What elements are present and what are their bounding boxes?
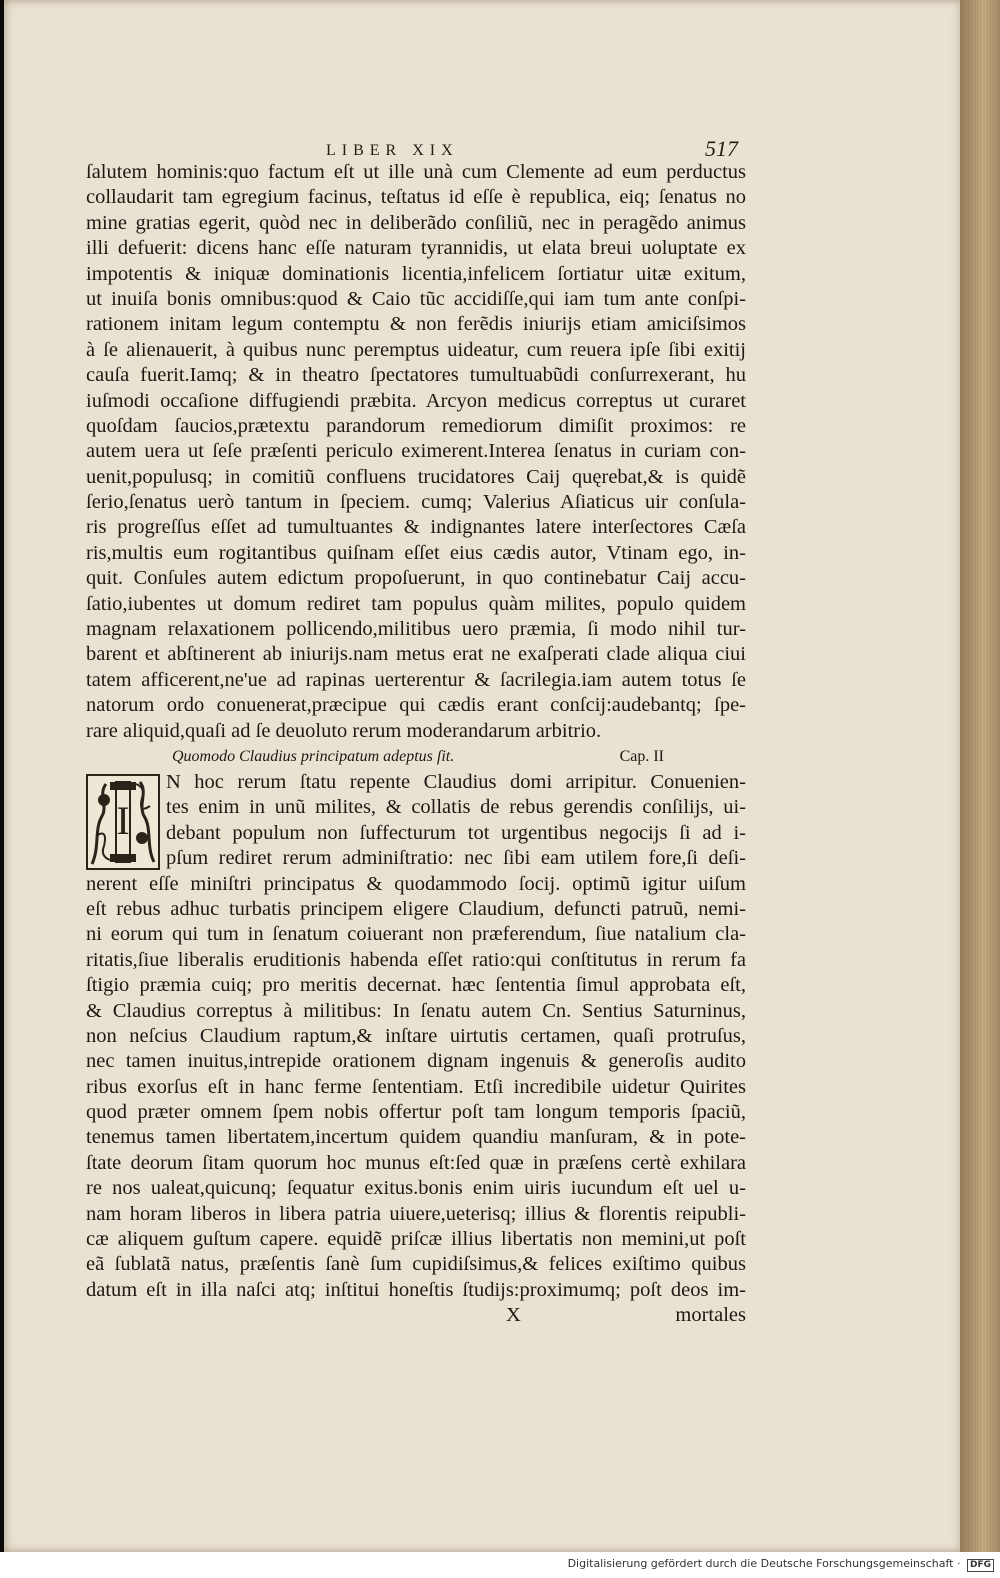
text-line: à ſe alienauerit, à quibus nunc peremptus uideatur, cum reuera ipſe ſibi exitij (86, 338, 746, 361)
text-line: N hoc rerum ſtatu repente Claudius domi arripitur. Conuenien- (166, 770, 746, 793)
text-line: rationem initam legum contemptu & non ferẽdis iniurijs etiam amiciſsimos (86, 313, 746, 336)
text-line: ſtate deorum ſitam quorum hoc munus eſt:ſed quæ in præſens certè exhilara (86, 1151, 746, 1174)
text-line: quoſdam ſaucios,prætextu parandorum remediorum dimiſit proximos: re (86, 414, 746, 437)
text-line: quod præter omnem ſpem nobis offertur poſt tam longum temporis ſpaciũ, (86, 1101, 746, 1124)
text-line: iuſmodi occaſione diffugiendi præbita. Arcyon medicus correptus ut curaret (86, 389, 746, 412)
text-line: collaudarit tam egregium facinus, teſtatus id eſſe è republica, eiq; ſenatus no (86, 186, 746, 209)
text-line: autem uera ut ſeſe præſenti periculo eximerent.Interea ſenatus in curiam con- (86, 440, 746, 463)
text-line: magnam relaxationem pollicendo,militibus uero præmia, ſi modo nihil tur- (86, 618, 746, 641)
page-footer-marks (86, 1303, 746, 1329)
text-line: non neſcius Claudium raptum,& inſtare uirtutis certamen, quaſi protruſus, (86, 1024, 746, 1047)
text-line: illi defuerit: dicens hanc eſſe naturam tyrannidis, ut elata breui uoluptate ex (86, 237, 746, 260)
chapter-number: Cap. II (619, 747, 664, 765)
text-line: ris,multis eum rogitantibus quiſnam eſſet eius cædis autor, Vtinam ego, in- (86, 541, 746, 564)
initial-letter: I (116, 797, 130, 843)
text-line: datum eſt in illa naſci atq; inſtitui honeſtis ſtudijs:proximumq; poſt deos im- (86, 1278, 746, 1301)
text-line: ribus exorſus eſt in hanc ferme ſententiam. Etſi incredibile uidetur Quirites (86, 1075, 746, 1098)
digitization-credit (568, 1557, 994, 1572)
chapter-title: Quomodo Claudius principatum adeptus ſit. (172, 747, 455, 765)
text-line: pſum rediret rerum adminiſtratio: nec ſibi eam utilem fore,ſi deſi- (166, 847, 746, 870)
fore-edge-shade (960, 0, 1000, 1552)
text-line: ſalutem hominis:quo factum eſt ut ille unà cum Clemente ad eum perductus (86, 161, 746, 183)
decorated-initial-letter-i (88, 776, 158, 868)
initial-lines (166, 770, 746, 872)
text-line: tenemus tamen libertatem,incertum quidem quandiu manſuram, & in pote- (86, 1126, 746, 1149)
text-line: quit. Conſules autem edictum propoſuerunt, in quo continebatur Caij accu- (86, 567, 746, 590)
text-line: ſatio,iubentes ut domum rediret tam populus quàm milites, populo quidem (86, 592, 746, 615)
text-line: ris progreſſus eſſet ad tumultuantes & indignantes latere interſectores Cæſa (86, 516, 746, 539)
text-line: eã ſublatã natus, præſentis ſanè ſum cupidiſsimus,& felices exiſtimo quibus (86, 1253, 746, 1276)
text-line: eſt rebus adhuc turbatis principem eligere Claudium, defuncti patruũ, nemi- (86, 897, 746, 920)
text-line: mine gratias egerit, quòd nec in deliberãdo conſiliũ, nec in peragẽdo animus (86, 211, 746, 234)
text-line: natorum ordo conuenerat,præcipue qui cædis erant conſcij:audebantq; ſpe- (86, 694, 746, 717)
text-line: ritatis,ſiue liberalis eruditionis habenda eſſet ratio:qui conſtitutus in rerum fa (86, 948, 746, 971)
text-line: ſerio,ſenatus uerò tantum in ſpeciem. cumq; Valerius Aſiaticus uir conſula- (86, 491, 746, 514)
text-line: cæ aliquem guſtum capere. equidẽ priſcæ illius libertatis non memini,ut poſt (86, 1228, 746, 1251)
paragraph-1 (86, 160, 746, 744)
running-head: LIBER XIX (326, 142, 459, 159)
text-line: re nos ualeat,quicunq; ſequatur exitus.bonis enim uiris iucundum eſt uel u- (86, 1177, 746, 1200)
text-line: rare aliquid,quaſi ad ſe deuoluto rerum moderandarum arbitrio. (86, 719, 602, 742)
dfg-logo: DFG (967, 1559, 994, 1572)
text-line: tes enim in unũ milites, & collatis de rebus gerendis conſilijs, ui- (166, 796, 746, 819)
text-line: barent et abſtinerent ab iniurijs.nam metus erat ne exaſperati clade aliqua ciui (86, 643, 746, 666)
text-line: ſtigio præmia cuiq; pro meritis decernat. hæc ſententia ſimul approbata eſt, (86, 974, 746, 997)
text-line: ni eorum qui tum in ſenatum coiuerant non præferendum, ſiue natalium cla- (86, 923, 746, 946)
text-line: debant populum non ſuffecturum tot urgentibus negocijs ſi ad i- (166, 821, 746, 844)
text-line: uenit,populusq; in comitiũ confluens trucidatores Caij quęrebat,& is quidẽ (86, 465, 746, 488)
text-line: tatem afficerent,ne'ue ad rapinas uerterentur & ſacrilegia.iam autem totus ſe (86, 668, 746, 691)
page-number: 517 (705, 136, 738, 161)
text-line: cauſa fuerit.Iamq; & in theatro ſpectatores tumultuabũdi conſurrexerant, hu (86, 364, 746, 387)
text-line: nec tamen inuitus,intrepide orationem dignam ingenuis & generoſis audito (86, 1050, 746, 1073)
text-line: impotentis & iniquæ dominationis licentia,infelicem ſortiatur uitæ exitum, (86, 262, 746, 285)
decorated-initial (86, 774, 160, 870)
text-line: & Claudius correptus à militibus: In ſenatu autem Cn. Sentius Saturninus, (86, 999, 746, 1022)
signature-mark: X (506, 1304, 521, 1327)
text-line: nam horam liberos in libera patria uiuere,ueterisq; illius & florentis reipubli- (86, 1202, 746, 1225)
paragraph-2 (86, 872, 746, 1304)
chapter-heading (86, 744, 746, 770)
chapter-opening (86, 770, 746, 872)
text-line: ut inuiſa bonis omnibus:quod & Caio tũc accidiſſe,qui iam tum ante conſpi- (86, 287, 746, 310)
credit-text: Digitalisierung gefördert durch die Deutsche Forschungsgemeinschaft · (567, 1557, 961, 1570)
catchword: mortales (675, 1304, 746, 1327)
body-text (86, 160, 746, 1329)
text-line: nerent eſſe miniſtri principatus & quodammodo ſocij. optimũ igitur uiſum (86, 872, 746, 895)
